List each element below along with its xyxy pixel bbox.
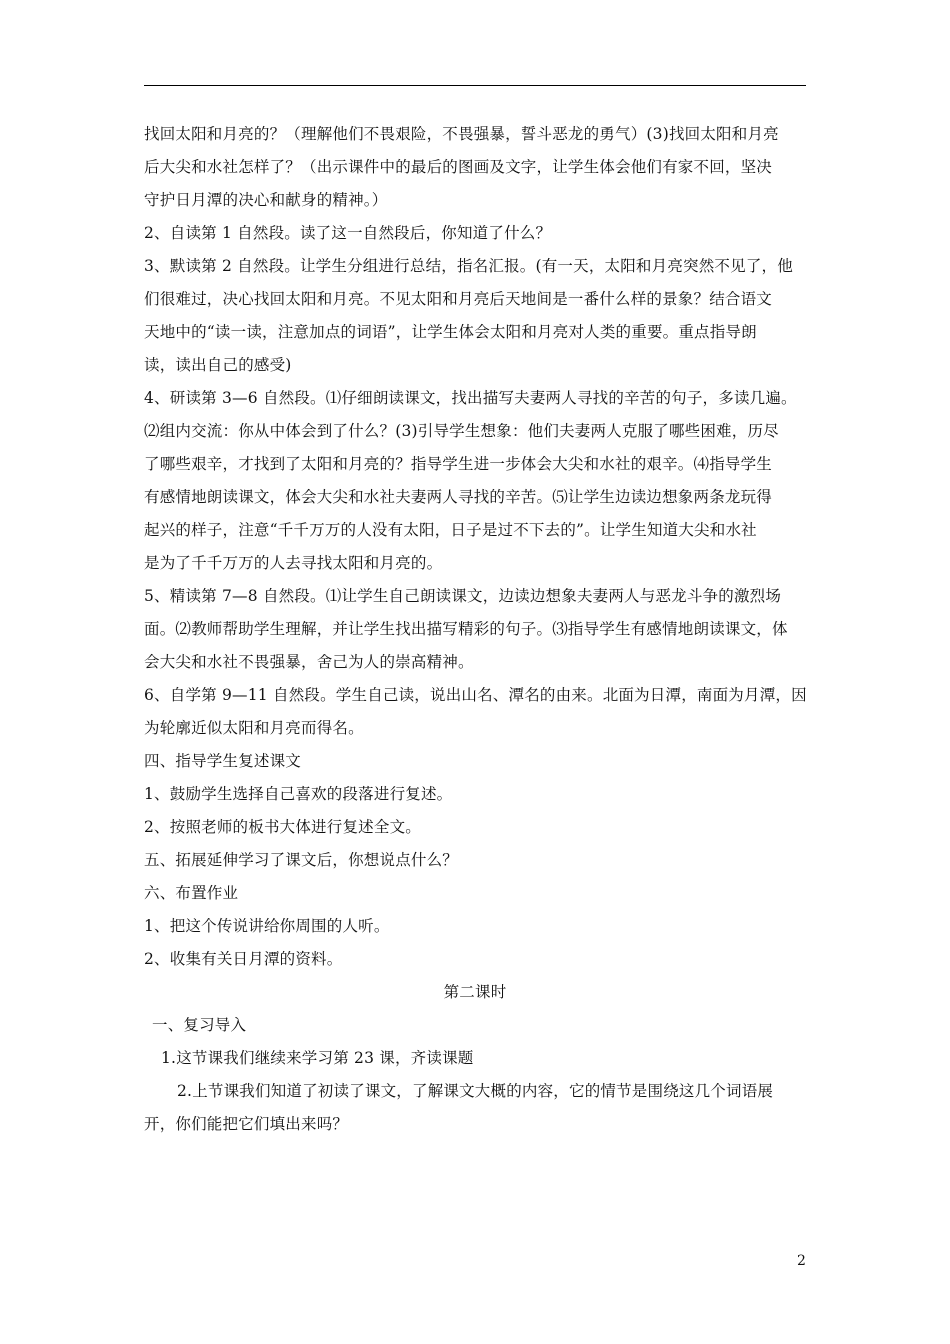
text-line: 3、默读第 2 自然段。让学生分组进行总结，指名汇报。(有一天，太阳和月亮突然不见了，他 <box>144 257 793 275</box>
text-line: 4、研读第 3—6 自然段。⑴仔细朗读课文，找出描写夫妻两人寻找的辛苦的句子，多读几遍。 <box>144 389 797 407</box>
text-line: 了哪些艰辛，才找到了太阳和月亮的？指导学生进一步体会大尖和水社的艰辛。⑷指导学生 <box>144 455 773 473</box>
section-heading: 一、复习导入 <box>152 1016 247 1034</box>
text-line: 1.这节课我们继续来学习第 23 课，齐读课题 <box>161 1049 474 1067</box>
text-line: 起兴的样子，注意“千千万万的人没有太阳，日子是过不下去的”。让学生知道大尖和水社 <box>144 521 757 539</box>
text-line: 们很难过，决心找回太阳和月亮。不见太阳和月亮后天地间是一番什么样的景象？结合语文 <box>144 290 773 308</box>
text-line: 读，读出自己的感受) <box>144 356 292 374</box>
lesson-title: 第二课时 <box>443 983 507 1001</box>
text-line: 是为了千千万万的人去寻找太阳和月亮的。 <box>144 554 443 572</box>
text-line: 1、把这个传说讲给你周围的人听。 <box>144 917 390 935</box>
text-line: 2、按照老师的板书大体进行复述全文。 <box>144 818 421 836</box>
document-body <box>144 118 806 1141</box>
text-line: 面。⑵教师帮助学生理解，并让学生找出描写精彩的句子。⑶指导学生有感情地朗读课文，体 <box>144 620 788 638</box>
text-line: 天地中的“读一读，注意加点的词语”，让学生体会太阳和月亮对人类的重要。重点指导朗 <box>144 323 757 341</box>
header-rule <box>144 85 806 86</box>
text-line: 2、收集有关日月潭的资料。 <box>144 950 343 968</box>
text-line: 1、鼓励学生选择自己喜欢的段落进行复述。 <box>144 785 453 803</box>
section-heading: 六、布置作业 <box>144 884 239 902</box>
text-line: 找回太阳和月亮的？（理解他们不畏艰险，不畏强暴，誓斗恶龙的勇气）(3)找回太阳和月亮 <box>144 125 779 143</box>
text-line: 守护日月潭的决心和献身的精神。） <box>144 191 388 209</box>
text-line: 6、自学第 9—11 自然段。学生自己读，说出山名、潭名的由来。北面为日潭，南面为月潭，因 <box>144 686 807 704</box>
text-line: 2.上节课我们知道了初读了课文，了解课文大概的内容，它的情节是围绕这几个词语展 <box>177 1082 774 1100</box>
page-number: 2 <box>797 1253 806 1269</box>
section-heading: 五、拓展延伸学习了课文后，你想说点什么？ <box>144 851 459 869</box>
text-line: 为轮廓近似太阳和月亮而得名。 <box>144 719 364 737</box>
text-line: 会大尖和水社不畏强暴，舍己为人的崇高精神。 <box>144 653 474 671</box>
text-line: 5、精读第 7—8 自然段。⑴让学生自己朗读课文，边读边想象夫妻两人与恶龙斗争的激烈场 <box>144 587 782 605</box>
text-line: 有感情地朗读课文，体会大尖和水社夫妻两人寻找的辛苦。⑸让学生边读边想象两条龙玩得 <box>144 488 773 506</box>
section-heading: 四、指导学生复述课文 <box>144 752 302 770</box>
text-line: 开，你们能把它们填出来吗？ <box>144 1115 349 1133</box>
text-line: 后大尖和水社怎样了？（出示课件中的最后的图画及文字，让学生体会他们有家不回，坚决 <box>144 158 773 176</box>
text-line: ⑵组内交流：你从中体会到了什么？(3)引导学生想象：他们夫妻两人克服了哪些困难，历尽 <box>144 422 779 440</box>
text-line: 2、自读第 1 自然段。读了这一自然段后，你知道了什么？ <box>144 224 552 242</box>
